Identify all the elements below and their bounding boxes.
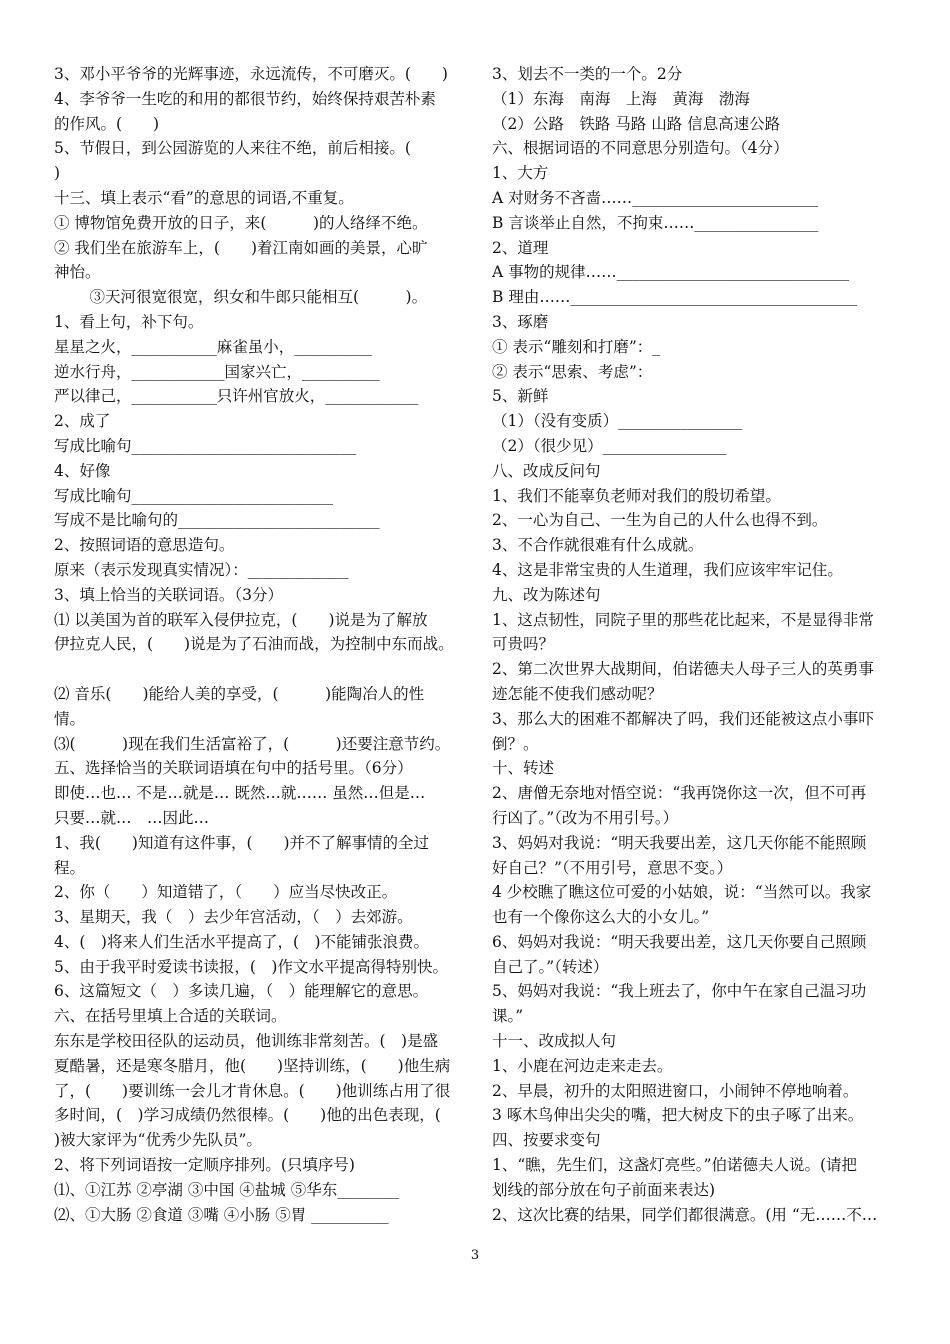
text-line: 的作风。( ) <box>54 114 160 133</box>
text-line: （1）（没有变质）________________ <box>492 412 743 431</box>
text-line: 1、看上句，补下句。 <box>54 312 204 331</box>
text-line: 1、我们不能辜负老师对我们的殷切希望。 <box>492 486 781 505</box>
text-line: 逆水行舟，____________国家兴亡，__________ <box>54 362 380 381</box>
text-line: 八、改成反问句 <box>492 461 601 480</box>
text-line: 写成不是比喻句的__________________________ <box>54 511 380 530</box>
text-line: 即使…也… 不是…就是… 既然…就…… 虽然…但是… <box>54 784 426 803</box>
left-column <box>54 62 468 1227</box>
text-line: 5、由于我平时爱读书读报，( )作文水平提高得特别快。 <box>54 957 448 976</box>
text-line: 4、好像 <box>54 461 111 480</box>
text-line: 夏酷暑，还是寒冬腊月，他( )坚持训练，( )他生病 <box>54 1056 451 1075</box>
text-line: 了，( )要训练一会儿才肯休息。( )他训练占用了很 <box>54 1081 451 1100</box>
text-line: 倒？。 <box>492 734 539 753</box>
text-line: 好自己？”（不用引号，意思不变。） <box>492 858 733 877</box>
text-line: 1、我( )知道有这件事，( )并不了解事情的全过 <box>54 833 430 852</box>
text-line: 可贵吗？ <box>492 635 555 654</box>
text-line: 写成比喻句__________________________ <box>54 486 334 505</box>
text-line: 3、填上恰当的关联词语。（3分） <box>54 585 283 604</box>
text-line: 也有一个像你这么大的小女儿。” <box>492 908 710 927</box>
text-line: 星星之火，___________麻雀虽小，__________ <box>54 337 372 356</box>
text-line: 1、这点韧性，同院子里的那些花比起来，不是显得非常 <box>492 610 874 629</box>
text-line: 自己了。”（转述） <box>492 957 609 976</box>
text-line: 4、李爷爷一生吃的和用的都很节约，始终保持艰苦朴素 <box>54 89 436 108</box>
text-line: 1、大方 <box>492 164 549 183</box>
text-line: 5、节假日，到公园游览的人来往不绝，前后相接。( <box>54 139 411 158</box>
text-line: 3、妈妈对我说：“明天我要出差，这几天你能不能照顾 <box>492 833 867 852</box>
text-line: B 理由……_____________________________________ <box>492 288 858 307</box>
text-line: ) <box>54 164 61 183</box>
text-line: 行凶了。”（改为不用引号。） <box>492 808 679 827</box>
text-line: 东东是学校田径队的运动员，他训练非常刻苦。( )是盛 <box>54 1032 439 1051</box>
text-line: 5、新鲜 <box>492 387 549 406</box>
text-line: 只要…就… …因此… <box>54 808 210 827</box>
text-line: 2、成了 <box>54 412 111 431</box>
text-line: 3、划去不一类的一个。2分 <box>492 65 683 83</box>
text-line: 情。 <box>54 709 86 728</box>
text-line: 2、道理 <box>492 238 549 257</box>
text-line: 十三、填上表示“看”的意思的词语,不重复。 <box>54 188 354 207</box>
text-line: 六、根据词语的不同意思分别造句。（4分） <box>492 139 789 158</box>
text-line: 四、按要求变句 <box>492 1131 601 1150</box>
text-line: 2、早晨，初升的太阳照进窗口，小闹钟不停地响着。 <box>492 1081 859 1100</box>
text-line: （2）（很少见）________________ <box>492 436 727 455</box>
text-line: 1、小鹿在河边走来走去。 <box>492 1056 673 1075</box>
text-line: 4、( )将来人们生活水平提高了，( )不能铺张浪费。 <box>54 932 430 951</box>
text-line: ⑵、①大肠 ②食道 ③嘴 ④小肠 ⑤胃 __________ <box>54 1205 389 1224</box>
text-line: （1）东海 南海 上海 黄海 渤海 <box>492 89 750 108</box>
text-line: 多时间，( )学习成绩仍然很棒。( )他的出色表现，( <box>54 1106 441 1125</box>
text-line: 六、在括号里填上合适的关联词。 <box>54 1007 287 1026</box>
text-line: 原来（表示发现真实情况）：_____________ <box>54 560 349 579</box>
page-number: 3 <box>470 1248 480 1263</box>
text-line: 3、星期天，我（ ）去少年宫活动，（ ）去郊游。 <box>54 908 413 927</box>
text-line: 2、你（ ）知道错了，（ ）应当尽快改正。 <box>54 883 398 902</box>
text-line: ⑴、①江苏 ②亭湖 ③中国 ④盐城 ⑤华东________ <box>54 1180 400 1199</box>
text-line: 迹怎能不使我们感动呢？ <box>492 684 663 703</box>
text-line: 严以律己，___________只许州官放火，____________ <box>54 387 419 406</box>
text-line: 3、不合作就很难有什么成就。 <box>492 536 704 555</box>
text-line: 2、一心为自己、一生为自己的人什么也得不到。 <box>492 511 828 530</box>
text-line: ③天河很宽很宽，织女和牛郎只能相互( )。 <box>74 288 428 307</box>
text-line: 九、改为陈述句 <box>492 585 601 604</box>
text-line: 十、转述 <box>492 759 555 778</box>
text-line: 6、这篇短文（ ）多读几遍，（ ）能理解它的意思。 <box>54 982 429 1001</box>
text-line: 3、琢磨 <box>492 312 549 331</box>
text-line: 程。 <box>54 858 86 877</box>
text-line: 4 少校瞧了瞧这位可爱的小姑娘，说：“当然可以。我家 <box>492 883 872 902</box>
text-line: 3 啄木鸟伸出尖尖的嘴，把大树皮下的虫子啄了出来。 <box>492 1106 864 1125</box>
text-line: 伊拉克人民，( )说是为了石油而战，为控制中东而战。 <box>54 635 454 654</box>
text-line <box>54 657 468 682</box>
text-line: ② 表示“思索、考虑”： <box>492 362 653 381</box>
text-line: 2、这次比赛的结果，同学们都很满意。(用 “无……不… <box>492 1205 878 1224</box>
text-line: 十一、改成拟人句 <box>492 1032 617 1051</box>
text-line: ① 博物馆免费开放的日子，来( )的人络绎不绝。 <box>54 213 428 232</box>
text-line: 五、选择恰当的关联词语填在句中的括号里。（6分） <box>54 759 413 778</box>
text-line: 5、妈妈对我说：“我上班去了，你中午在家自己温习功 <box>492 982 867 1001</box>
text-line: （2）公路 铁路 马路 山路 信息高速公路 <box>492 114 781 133</box>
text-line: )被大家评为“优秀少先队员”。 <box>54 1131 262 1150</box>
text-line: 1、“瞧，先生们，这盏灯亮些。”伯诺德夫人说。(请把 <box>492 1156 858 1175</box>
text-line: 2、按照词语的意思造句。 <box>54 536 235 555</box>
text-line: ⑵ 音乐( )能给人美的享受，( )能陶冶人的性 <box>54 684 425 703</box>
text-line: A 事物的规律……______________________________ <box>492 263 850 282</box>
text-line: 划线的部分放在句子前面来表达) <box>492 1180 716 1199</box>
text-line: ⑶( )现在我们生活富裕了，( )还要注意节约。 <box>54 734 451 753</box>
text-line: 3、那么大的困难不都解决了吗，我们还能被这点小事吓 <box>492 709 874 728</box>
text-line: 4、这是非常宝贵的人生道理，我们应该牢牢记住。 <box>492 560 843 579</box>
text-line: 写成比喻句_____________________________ <box>54 436 357 455</box>
text-line: 课。” <box>492 1007 524 1026</box>
text-line: B 言谈举止自然，不拘束……________________ <box>492 213 819 232</box>
text-line: 6、妈妈对我说：“明天我要出差，这几天你要自己照顾 <box>492 932 867 951</box>
text-line: ① 表示“雕刻和打磨”：_ <box>492 337 661 356</box>
right-column <box>492 62 902 1227</box>
text-line: A 对财务不吝啬……________________________ <box>492 188 819 207</box>
text-line: ② 我们坐在旅游车上，( )着江南如画的美景，心旷 <box>54 238 428 257</box>
text-line: 2、唐僧无奈地对悟空说：“我再饶你这一次，但不可再 <box>492 784 867 803</box>
text-line: 2、将下列词语按一定顺序排列。(只填序号) <box>54 1156 355 1175</box>
text-line: 3、邓小平爷爷的光辉事迹，永远流传，不可磨灭。( ) <box>54 65 448 83</box>
text-line: 神怡。 <box>54 263 101 282</box>
text-line: ⑴ 以美国为首的联军入侵伊拉克，( )说是为了解放 <box>54 610 428 629</box>
text-line: 2、第二次世界大战期间，伯诺德夫人母子三人的英勇事 <box>492 660 874 679</box>
